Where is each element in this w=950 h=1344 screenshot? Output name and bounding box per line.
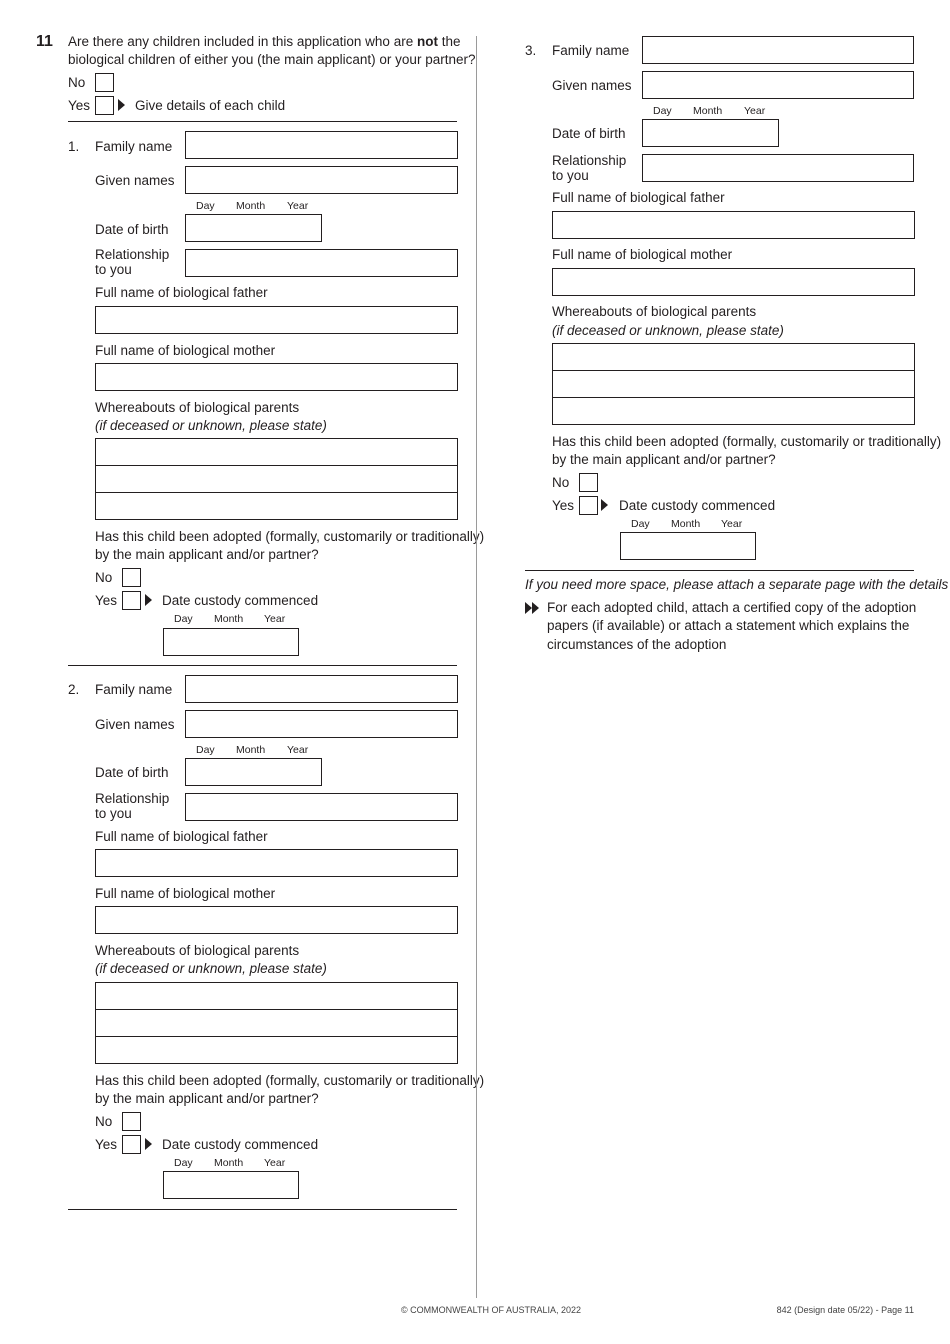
day-label: Day: [196, 744, 215, 756]
year-label: Year: [721, 518, 743, 530]
q11-no-checkbox[interactable]: [95, 73, 114, 92]
month-label: Month: [693, 105, 723, 117]
child-3-adopted-yes-label: Yes: [552, 498, 575, 513]
question-text-line2: biological children of either you (the main applicant) or your partner?: [68, 52, 476, 67]
adoption-note-line1: For each adopted child, attach a certified copy of the adoption: [547, 600, 917, 615]
child-3-adopted-yes-checkbox[interactable]: [579, 496, 598, 515]
child-2-relationship-label: [95, 791, 169, 821]
child-3-whereabouts-field[interactable]: [552, 343, 915, 425]
child-2-adopted-question-line2: by the main applicant and/or partner?: [95, 1091, 319, 1106]
divider: [525, 570, 914, 571]
child-1-custody-date-field[interactable]: [163, 628, 299, 656]
child-1-dob-field[interactable]: [185, 214, 322, 242]
child-1-adopted-question: Has this child been adopted (formally, customarily or traditionally): [95, 529, 485, 544]
relationship-label-line1: Relationship: [95, 791, 170, 806]
child-1-relationship-label: [95, 247, 169, 277]
child-3-dob-field[interactable]: [642, 119, 779, 147]
footer-page-info: 842 (Design date 05/22) - Page 11: [776, 1305, 914, 1315]
child-2-adopted-no-checkbox[interactable]: [122, 1112, 141, 1131]
day-label: Day: [653, 105, 672, 117]
month-label: Month: [671, 518, 701, 530]
q11-yes-instruction: Give details of each child: [135, 98, 286, 113]
child-1-whereabouts-label: Whereabouts of biological parents: [95, 400, 300, 415]
child-2-dob-label: Date of birth: [95, 765, 169, 780]
child-3-bio-mother-field[interactable]: [552, 268, 915, 296]
day-label: Day: [196, 200, 215, 212]
child-1-family-name-field[interactable]: [185, 131, 458, 159]
year-label: Year: [287, 744, 309, 756]
child-3-custody-label: Date custody commenced: [619, 498, 776, 513]
child-2-given-names-field[interactable]: [185, 710, 458, 738]
adoption-note-line2: papers (if available) or attach a statement which explains the: [547, 618, 910, 633]
child-3-given-names-field[interactable]: [642, 71, 914, 99]
child-2-bio-father-field[interactable]: [95, 849, 458, 877]
child-3-family-name-field[interactable]: [642, 36, 914, 64]
more-space-note: If you need more space, please attach a separate page with the details: [525, 577, 949, 592]
double-arrow-icon: [525, 602, 539, 614]
child-3-custody-date-field[interactable]: [620, 532, 756, 560]
relationship-label-line2: to you: [95, 806, 132, 821]
relationship-label-line1: Relationship: [552, 153, 627, 168]
child-1-adopted-question-line2: by the main applicant and/or partner?: [95, 547, 319, 562]
field-row-divider: [553, 370, 914, 371]
child-2-whereabouts-field[interactable]: [95, 982, 458, 1064]
child-1-adopted-yes-label: Yes: [95, 593, 118, 608]
question-text-after: the: [441, 34, 461, 49]
child-1-adopted-yes-checkbox[interactable]: [122, 591, 141, 610]
relationship-label-line2: to you: [552, 168, 589, 183]
month-label: Month: [236, 200, 266, 212]
child-2-custody-date-field[interactable]: [163, 1171, 299, 1199]
child-1-adopted-no-checkbox[interactable]: [122, 568, 141, 587]
child-2-adopted-yes-label: Yes: [95, 1137, 118, 1152]
month-label: Month: [214, 1157, 244, 1169]
child-2-dob-field[interactable]: [185, 758, 322, 786]
relationship-label-line2: to you: [95, 262, 132, 277]
year-label: Year: [744, 105, 766, 117]
child-3-given-names-label: Given names: [552, 78, 632, 93]
question-text-before: Are there any children included in this application who are: [68, 34, 414, 49]
child-2-whereabouts-note: (if deceased or unknown, please state): [95, 961, 327, 976]
year-label: Year: [264, 613, 286, 625]
child-1-bio-mother-label: Full name of biological mother: [95, 343, 276, 358]
question-text-bold: not: [416, 34, 438, 49]
field-row-divider: [96, 1036, 457, 1037]
child-2-bio-father-label: Full name of biological father: [95, 829, 268, 844]
child-1-bio-father-label: Full name of biological father: [95, 285, 268, 300]
field-row-divider: [96, 1009, 457, 1010]
go-to-arrow-icon: [145, 594, 152, 606]
q11-no-label: No: [68, 75, 86, 90]
month-label: Month: [236, 744, 266, 756]
child-2-family-name-field[interactable]: [185, 675, 458, 703]
child-3-relationship-label: [552, 153, 626, 183]
question-text: [68, 33, 461, 51]
q11-yes-checkbox[interactable]: [95, 96, 114, 115]
field-row-divider: [96, 465, 457, 466]
child-1-whereabouts-field[interactable]: [95, 438, 458, 520]
q11-yes-label: Yes: [68, 98, 91, 113]
relationship-label-line1: Relationship: [95, 247, 170, 262]
child-3-adopted-no-label: No: [552, 475, 570, 490]
go-to-arrow-icon: [601, 499, 608, 511]
child-3-bio-father-label: Full name of biological father: [552, 190, 725, 205]
child-2-adopted-yes-checkbox[interactable]: [122, 1135, 141, 1154]
child-2-custody-label: Date custody commenced: [162, 1137, 319, 1152]
child-3-whereabouts-note: (if deceased or unknown, please state): [552, 323, 784, 338]
child-1-adopted-no-label: No: [95, 570, 113, 585]
day-label: Day: [174, 1157, 193, 1169]
year-label: Year: [287, 200, 309, 212]
child-1-bio-mother-field[interactable]: [95, 363, 458, 391]
child-3-bio-mother-label: Full name of biological mother: [552, 247, 733, 262]
child-1-relationship-field[interactable]: [185, 249, 458, 277]
child-3-dob-label: Date of birth: [552, 126, 626, 141]
column-divider: [476, 36, 477, 1298]
child-3-adopted-question: Has this child been adopted (formally, customarily or traditionally): [552, 434, 942, 449]
child-3-whereabouts-label: Whereabouts of biological parents: [552, 304, 757, 319]
child-3-number: 3.: [525, 43, 537, 58]
child-3-adopted-no-checkbox[interactable]: [579, 473, 598, 492]
child-1-whereabouts-note: (if deceased or unknown, please state): [95, 418, 327, 433]
child-1-dob-label: Date of birth: [95, 222, 169, 237]
child-1-custody-label: Date custody commenced: [162, 593, 319, 608]
child-2-relationship-field[interactable]: [185, 793, 458, 821]
child-2-family-name-label: Family name: [95, 682, 173, 697]
child-1-bio-father-field[interactable]: [95, 306, 458, 334]
child-1-given-names-label: Given names: [95, 173, 175, 188]
child-2-bio-mother-field[interactable]: [95, 906, 458, 934]
child-1-family-name-label: Family name: [95, 139, 173, 154]
adoption-note-line3: circumstances of the adoption: [547, 637, 727, 652]
child-2-bio-mother-label: Full name of biological mother: [95, 886, 276, 901]
child-2-adopted-no-label: No: [95, 1114, 113, 1129]
child-2-whereabouts-label: Whereabouts of biological parents: [95, 943, 300, 958]
child-3-family-name-label: Family name: [552, 43, 630, 58]
year-label: Year: [264, 1157, 286, 1169]
child-2-number: 2.: [68, 682, 80, 697]
child-3-bio-father-field[interactable]: [552, 211, 915, 239]
day-label: Day: [174, 613, 193, 625]
month-label: Month: [214, 613, 244, 625]
go-to-arrow-icon: [118, 99, 125, 111]
child-3-adopted-question-line2: by the main applicant and/or partner?: [552, 452, 776, 467]
child-3-relationship-field[interactable]: [642, 154, 914, 182]
child-2-adopted-question: Has this child been adopted (formally, customarily or traditionally): [95, 1073, 485, 1088]
day-label: Day: [631, 518, 650, 530]
child-2-given-names-label: Given names: [95, 717, 175, 732]
question-number: 11: [36, 33, 53, 50]
divider: [68, 121, 457, 122]
field-row-divider: [96, 492, 457, 493]
divider: [68, 1209, 457, 1210]
field-row-divider: [553, 397, 914, 398]
child-1-number: 1.: [68, 139, 80, 154]
footer-copyright: © COMMONWEALTH OF AUSTRALIA, 2022: [401, 1305, 581, 1315]
go-to-arrow-icon: [145, 1138, 152, 1150]
child-1-given-names-field[interactable]: [185, 166, 458, 194]
divider: [68, 665, 457, 666]
